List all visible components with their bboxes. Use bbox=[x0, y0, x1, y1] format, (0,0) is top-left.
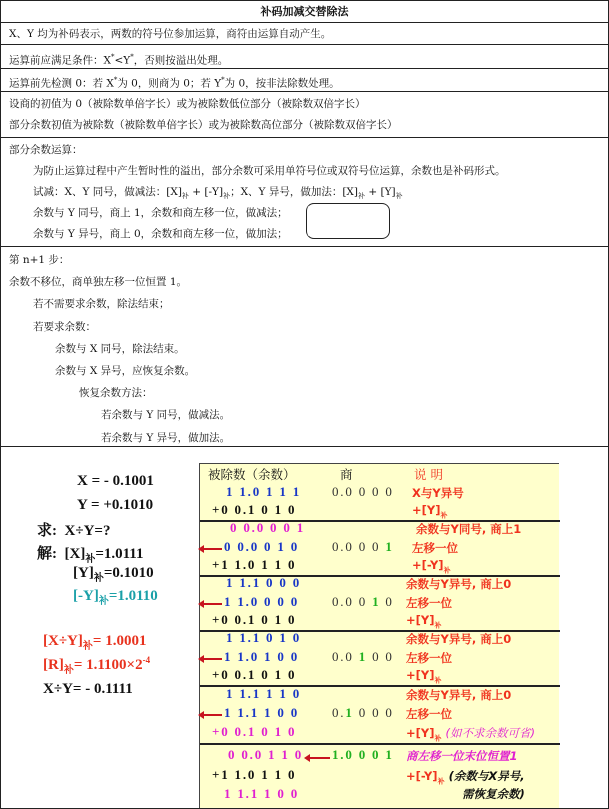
remainder-exponent: -4 bbox=[142, 655, 151, 665]
table-cell-note: 左移一位 bbox=[406, 707, 452, 721]
remainder-result-label: [R] bbox=[43, 657, 64, 673]
table-cell-dividend: +1 1.0 1 1 0 bbox=[212, 767, 297, 782]
example-givens bbox=[1, 451, 199, 808]
step-line-4: 余数与 X 同号，除法结束。 bbox=[55, 342, 185, 355]
op-same-sign-text: 余数与 Y 同号，商上 1，余数和商左移一位，做减法； bbox=[33, 207, 288, 219]
table-cell-note: 余数与Y异号, 商上0 bbox=[406, 577, 512, 591]
solution-line-neg-y bbox=[73, 588, 158, 605]
page-title: 补码加减交替除法 bbox=[1, 1, 608, 23]
table-cell-dividend: 1 1.0 1 0 0 bbox=[224, 649, 300, 664]
table-header bbox=[200, 464, 560, 484]
table-cell-note: X与Y异号 bbox=[412, 486, 464, 500]
remainder-result-value: = 1.1100×2 bbox=[73, 657, 143, 673]
rule-line-2: 运算前应满足条件：X*<Y*，否则按溢出处理。 bbox=[1, 45, 608, 69]
bu-subscript: 补 bbox=[98, 596, 109, 607]
op-heading: 部分余数运算： bbox=[9, 144, 83, 156]
table-cell-dividend: 1 1.0 0 0 0 bbox=[224, 594, 300, 609]
final-answer: X÷Y= - 0.1111 bbox=[43, 681, 133, 697]
table-cell-quotient: 1.0 0 0 1 bbox=[332, 747, 394, 762]
solution-label: 解: bbox=[37, 546, 57, 562]
rule-line-1: X、Y 均为补码表示，两数的符号位参加运算，商符由运算自动产生。 bbox=[1, 23, 608, 45]
table-cell-quotient: 0.0 0 0 0 bbox=[332, 484, 394, 499]
quotient-result-value: = 1.0001 bbox=[92, 633, 147, 649]
table-cell-quotient: 0.0 0 0 1 bbox=[332, 539, 394, 554]
brace-left-edge bbox=[306, 203, 316, 239]
y-complement-value: =0.1010 bbox=[103, 565, 154, 581]
table-cell-dividend: +0 0.1 0 1 0 bbox=[212, 724, 297, 739]
step-line-2: 若不需要求余数，除法结束； bbox=[33, 298, 170, 311]
table-cell-note: $+[-Y]_补$ bbox=[412, 558, 451, 575]
y-complement-label: [Y] bbox=[73, 565, 94, 581]
ask-line bbox=[37, 519, 110, 540]
solution-line-y bbox=[73, 565, 154, 582]
neg-y-complement-value: =1.0110 bbox=[108, 588, 158, 604]
bu-subscript: 补 bbox=[93, 573, 104, 584]
table-cell-dividend: 0 0.0 0 1 0 bbox=[224, 539, 300, 554]
shift-arrow bbox=[200, 658, 222, 660]
step-heading: 第 n+1 步： bbox=[9, 254, 70, 266]
shift-arrow bbox=[200, 548, 222, 550]
header-quotient: 商 bbox=[340, 467, 353, 482]
shift-arrow bbox=[200, 714, 222, 716]
x-complement-value: =1.0111 bbox=[95, 546, 144, 562]
table-cell-dividend: +0 0.1 0 1 0 bbox=[212, 612, 297, 627]
final-step-section bbox=[1, 247, 608, 447]
table-cell-note: 左移一位 bbox=[406, 596, 452, 610]
table-cell-quotient: 0.0 0 1 0 bbox=[332, 594, 394, 609]
step-line-3: 若要求余数： bbox=[33, 320, 96, 333]
brace-shape bbox=[306, 203, 390, 239]
table-cell-dividend: +0 0.1 0 1 0 bbox=[212, 667, 297, 682]
table-cell-note: $+[Y]_补$ bbox=[406, 668, 442, 685]
table-cell-dividend: +1 1.0 1 1 0 bbox=[212, 557, 297, 572]
op-overflow-text: 为防止运算过程中产生暂时性的溢出，部分余数可采用单符号位或双符号位运算，余数也是补码形式。 bbox=[33, 165, 506, 177]
ask-label: 求: bbox=[37, 523, 57, 539]
optional-note: (如不求余数可省) bbox=[445, 726, 535, 740]
table-cell-note: 需恢复余数) bbox=[462, 787, 525, 801]
table-cell-dividend: 0 0.0 0 0 1 bbox=[230, 520, 306, 535]
step-line-8: 若余数与 Y 异号，做加法。 bbox=[101, 431, 231, 444]
neg-y-complement-label: [-Y] bbox=[73, 588, 99, 604]
remainder-result bbox=[43, 657, 150, 674]
table-cell-dividend: 1 1.1 1 0 0 bbox=[224, 705, 300, 720]
rule-line-3: 运算前先检测 0：若 X*为 0，则商为 0；若 Y*为 0，按非法除数处理。 bbox=[1, 69, 608, 92]
step-line-7: 若余数与 Y 同号，做减法。 bbox=[101, 409, 231, 422]
table-cell-note: 余数与Y异号, 商上0 bbox=[406, 632, 512, 646]
ask-expr: X÷Y=? bbox=[64, 523, 111, 539]
op-diff-sign-text: 余数与 Y 异号，商上 0，余数和商左移一位，做加法； bbox=[33, 228, 288, 240]
shift-arrow bbox=[306, 757, 330, 759]
table-cell-note: $+[Y]_补$ bbox=[412, 503, 448, 520]
table-cell-dividend: +0 0.1 0 1 0 bbox=[212, 502, 297, 517]
op-trial-text: 试减：X、Y 同号，做减法：$[X]_补 + [-Y]_补$；X、Y 异号，做加法：$[X]_补 + [Y]_补$ bbox=[33, 186, 403, 201]
table-cell-note: 左移一位 bbox=[406, 651, 452, 665]
initial-quotient-text: 设商的初值为 0（被除数单倍字长）或为被除数低位部分（被除数双倍字长） bbox=[9, 98, 366, 110]
initial-values-section bbox=[1, 92, 608, 138]
bu-subscript: 补 bbox=[63, 665, 74, 676]
table-cell-note: 左移一位 bbox=[412, 541, 458, 555]
x-value: X = - 0.1001 bbox=[77, 473, 154, 489]
example-section bbox=[1, 451, 608, 808]
quotient-result bbox=[43, 633, 146, 650]
restore-note: (余数与X异号, bbox=[448, 769, 525, 783]
table-cell-note: 余数与Y同号, 商上1 bbox=[416, 522, 522, 536]
step-line-6: 恢复余数方法： bbox=[79, 387, 153, 400]
table-cell-dividend: 1 1.1 1 0 0 bbox=[224, 786, 300, 801]
bu-subscript: 补 bbox=[85, 554, 96, 565]
table-cell-note: 余数与Y异号, 商上0 bbox=[406, 688, 512, 702]
header-note: 说 明 bbox=[414, 467, 443, 482]
table-divider bbox=[200, 743, 560, 745]
table-cell-dividend: 0 0.0 1 1 0 bbox=[228, 747, 304, 762]
table-cell-dividend: 1 1.1 0 0 0 bbox=[226, 575, 302, 590]
division-steps-table bbox=[199, 463, 559, 808]
bu-subscript: 补 bbox=[82, 641, 93, 652]
y-value: Y = +0.1010 bbox=[77, 497, 154, 513]
table-cell-dividend: 1 1.1 1 1 0 bbox=[226, 686, 302, 701]
table-cell-dividend: 1 1.0 1 1 1 bbox=[226, 484, 302, 499]
table-cell-note: $+[Y]_补$ (如不求余数可省) bbox=[406, 726, 535, 743]
step-line-1: 余数不移位，商单独左移一位恒置 1。 bbox=[9, 276, 188, 289]
header-dividend: 被除数（余数） bbox=[208, 467, 296, 482]
shift-arrow bbox=[200, 603, 222, 605]
x-complement-label: [X] bbox=[64, 546, 86, 562]
quotient-result-label: [X÷Y] bbox=[43, 633, 83, 649]
initial-remainder-text: 部分余数初值为被除数（被除数单倍字长）或为被除数高位部分（被除数双倍字长） bbox=[9, 119, 398, 131]
solution-line-x bbox=[37, 542, 143, 563]
table-cell-note: $+[-Y]_补$ (余数与X异号, bbox=[406, 769, 525, 786]
table-cell-note: 商左移一位末位恒置1 bbox=[406, 749, 518, 763]
step-line-5: 余数与 X 异号，应恢复余数。 bbox=[55, 364, 196, 377]
table-cell-quotient: 0.0 1 0 0 bbox=[332, 649, 394, 664]
table-cell-quotient: 0.1 0 0 0 bbox=[332, 705, 394, 720]
partial-remainder-section bbox=[1, 138, 608, 247]
table-cell-dividend: 1 1.1 0 1 0 bbox=[226, 630, 302, 645]
table-cell-note: $+[Y]_补$ bbox=[406, 613, 442, 630]
